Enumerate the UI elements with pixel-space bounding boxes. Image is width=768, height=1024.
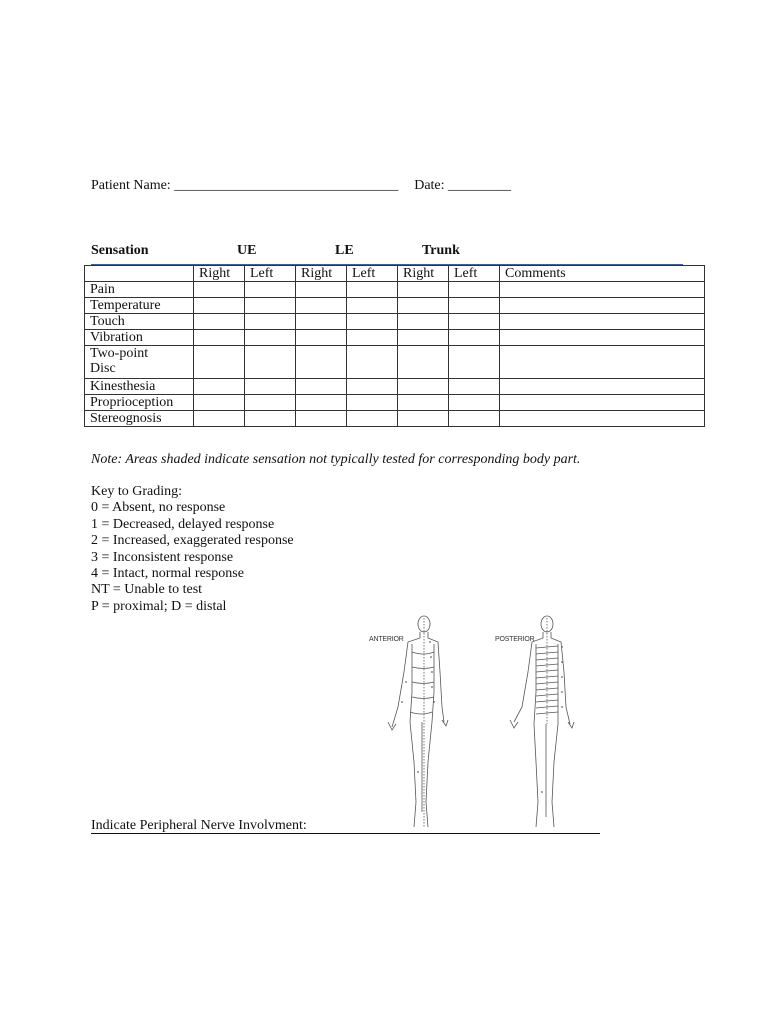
grading-cell[interactable] <box>245 395 296 411</box>
sensation-name: Touch <box>85 314 194 330</box>
anterior-body-figure <box>388 616 448 827</box>
grading-cell[interactable] <box>347 314 398 330</box>
sensation-name: Two-point Disc <box>85 346 194 379</box>
table-column-header: Left <box>245 266 296 282</box>
grading-cell[interactable] <box>449 379 500 395</box>
table-column-header: Left <box>347 266 398 282</box>
grading-cell[interactable] <box>194 346 245 379</box>
table-header-blank <box>85 266 194 282</box>
grading-cell[interactable] <box>500 411 705 427</box>
grading-cell[interactable] <box>500 314 705 330</box>
table-column-header: Right <box>398 266 449 282</box>
sensation-name: Stereognosis <box>85 411 194 427</box>
grading-cell[interactable] <box>500 282 705 298</box>
date-label: Date: _________ <box>414 178 512 193</box>
table-header-row <box>85 266 705 282</box>
table-row <box>85 395 705 411</box>
grading-cell[interactable] <box>500 379 705 395</box>
grading-cell[interactable] <box>296 282 347 298</box>
grading-cell[interactable] <box>398 379 449 395</box>
grading-cell[interactable] <box>398 395 449 411</box>
grading-cell[interactable] <box>194 411 245 427</box>
grading-cell[interactable] <box>347 346 398 379</box>
sensation-heading: Sensation <box>91 243 149 258</box>
grading-cell[interactable] <box>347 395 398 411</box>
grading-cell[interactable] <box>449 330 500 346</box>
grading-cell[interactable] <box>449 282 500 298</box>
grading-cell[interactable] <box>449 395 500 411</box>
grading-cell[interactable] <box>347 379 398 395</box>
grading-cell[interactable] <box>296 330 347 346</box>
grading-cell[interactable] <box>500 330 705 346</box>
table-row <box>85 346 705 379</box>
sensation-column-headers <box>91 243 691 261</box>
key-item: 0 = Absent, no response <box>91 500 226 515</box>
grading-cell[interactable] <box>296 346 347 379</box>
ue-heading: UE <box>237 243 257 258</box>
key-item: 2 = Increased, exaggerated response <box>91 533 294 548</box>
grading-cell[interactable] <box>194 395 245 411</box>
grading-cell[interactable] <box>245 282 296 298</box>
posterior-label: POSTERIOR <box>495 636 535 643</box>
table-row <box>85 379 705 395</box>
dermatome-diagram <box>362 612 592 834</box>
le-heading: LE <box>335 243 354 258</box>
sensation-name: Pain <box>85 282 194 298</box>
sensation-name: Kinesthesia <box>85 379 194 395</box>
grading-cell[interactable] <box>296 395 347 411</box>
grading-cell[interactable] <box>245 411 296 427</box>
grading-cell[interactable] <box>449 314 500 330</box>
grading-cell[interactable] <box>398 346 449 379</box>
key-item: 1 = Decreased, delayed response <box>91 517 275 532</box>
grading-cell[interactable] <box>347 330 398 346</box>
table-row <box>85 314 705 330</box>
grading-cell[interactable] <box>245 298 296 314</box>
grading-cell[interactable] <box>194 298 245 314</box>
grading-cell[interactable] <box>296 379 347 395</box>
grading-cell[interactable] <box>296 411 347 427</box>
dermatome-figure <box>362 612 592 834</box>
table-column-header: Left <box>449 266 500 282</box>
sensation-name: Vibration <box>85 330 194 346</box>
patient-name-label: Patient Name: ________________________________ <box>91 178 399 193</box>
trunk-heading: Trunk <box>422 243 460 258</box>
grading-cell[interactable] <box>194 314 245 330</box>
grading-cell[interactable] <box>449 298 500 314</box>
table-row <box>85 330 705 346</box>
grading-cell[interactable] <box>245 314 296 330</box>
key-title: Key to Grading: <box>91 484 182 499</box>
grading-cell[interactable] <box>194 282 245 298</box>
grading-cell[interactable] <box>296 298 347 314</box>
table-row <box>85 411 705 427</box>
anterior-label: ANTERIOR <box>369 636 404 643</box>
sensation-name: Temperature <box>85 298 194 314</box>
table-row <box>85 298 705 314</box>
table-column-header: Right <box>194 266 245 282</box>
grading-cell[interactable] <box>500 298 705 314</box>
key-item: 3 = Inconsistent response <box>91 550 234 565</box>
grading-cell[interactable] <box>245 330 296 346</box>
grading-cell[interactable] <box>194 330 245 346</box>
grading-cell[interactable] <box>347 282 398 298</box>
grading-cell[interactable] <box>500 346 705 379</box>
peripheral-nerve-label: Indicate Peripheral Nerve Involvment: <box>91 818 307 833</box>
key-item: NT = Unable to test <box>91 582 203 597</box>
sensation-table <box>84 265 705 427</box>
grading-cell[interactable] <box>347 411 398 427</box>
table-column-header: Comments <box>500 266 705 282</box>
grading-cell[interactable] <box>449 346 500 379</box>
key-item: 4 = Intact, normal response <box>91 566 244 581</box>
grading-cell[interactable] <box>500 395 705 411</box>
table-row <box>85 282 705 298</box>
shading-note: Note: Areas shaded indicate sensation not typically tested for corresponding body part. <box>91 452 581 467</box>
sensation-name: Proprioception <box>85 395 194 411</box>
grading-cell[interactable] <box>449 411 500 427</box>
grading-cell[interactable] <box>245 346 296 379</box>
grading-cell[interactable] <box>398 314 449 330</box>
posterior-body-figure <box>510 616 574 827</box>
key-item: P = proximal; D = distal <box>91 599 227 614</box>
patient-header <box>91 178 511 194</box>
grading-cell[interactable] <box>245 379 296 395</box>
grading-cell[interactable] <box>398 298 449 314</box>
grading-cell[interactable] <box>398 411 449 427</box>
peripheral-nerve-underline <box>91 833 600 834</box>
grading-cell[interactable] <box>194 379 245 395</box>
grading-cell[interactable] <box>296 314 347 330</box>
grading-cell[interactable] <box>398 282 449 298</box>
grading-cell[interactable] <box>398 330 449 346</box>
grading-cell[interactable] <box>347 298 398 314</box>
table-column-header: Right <box>296 266 347 282</box>
